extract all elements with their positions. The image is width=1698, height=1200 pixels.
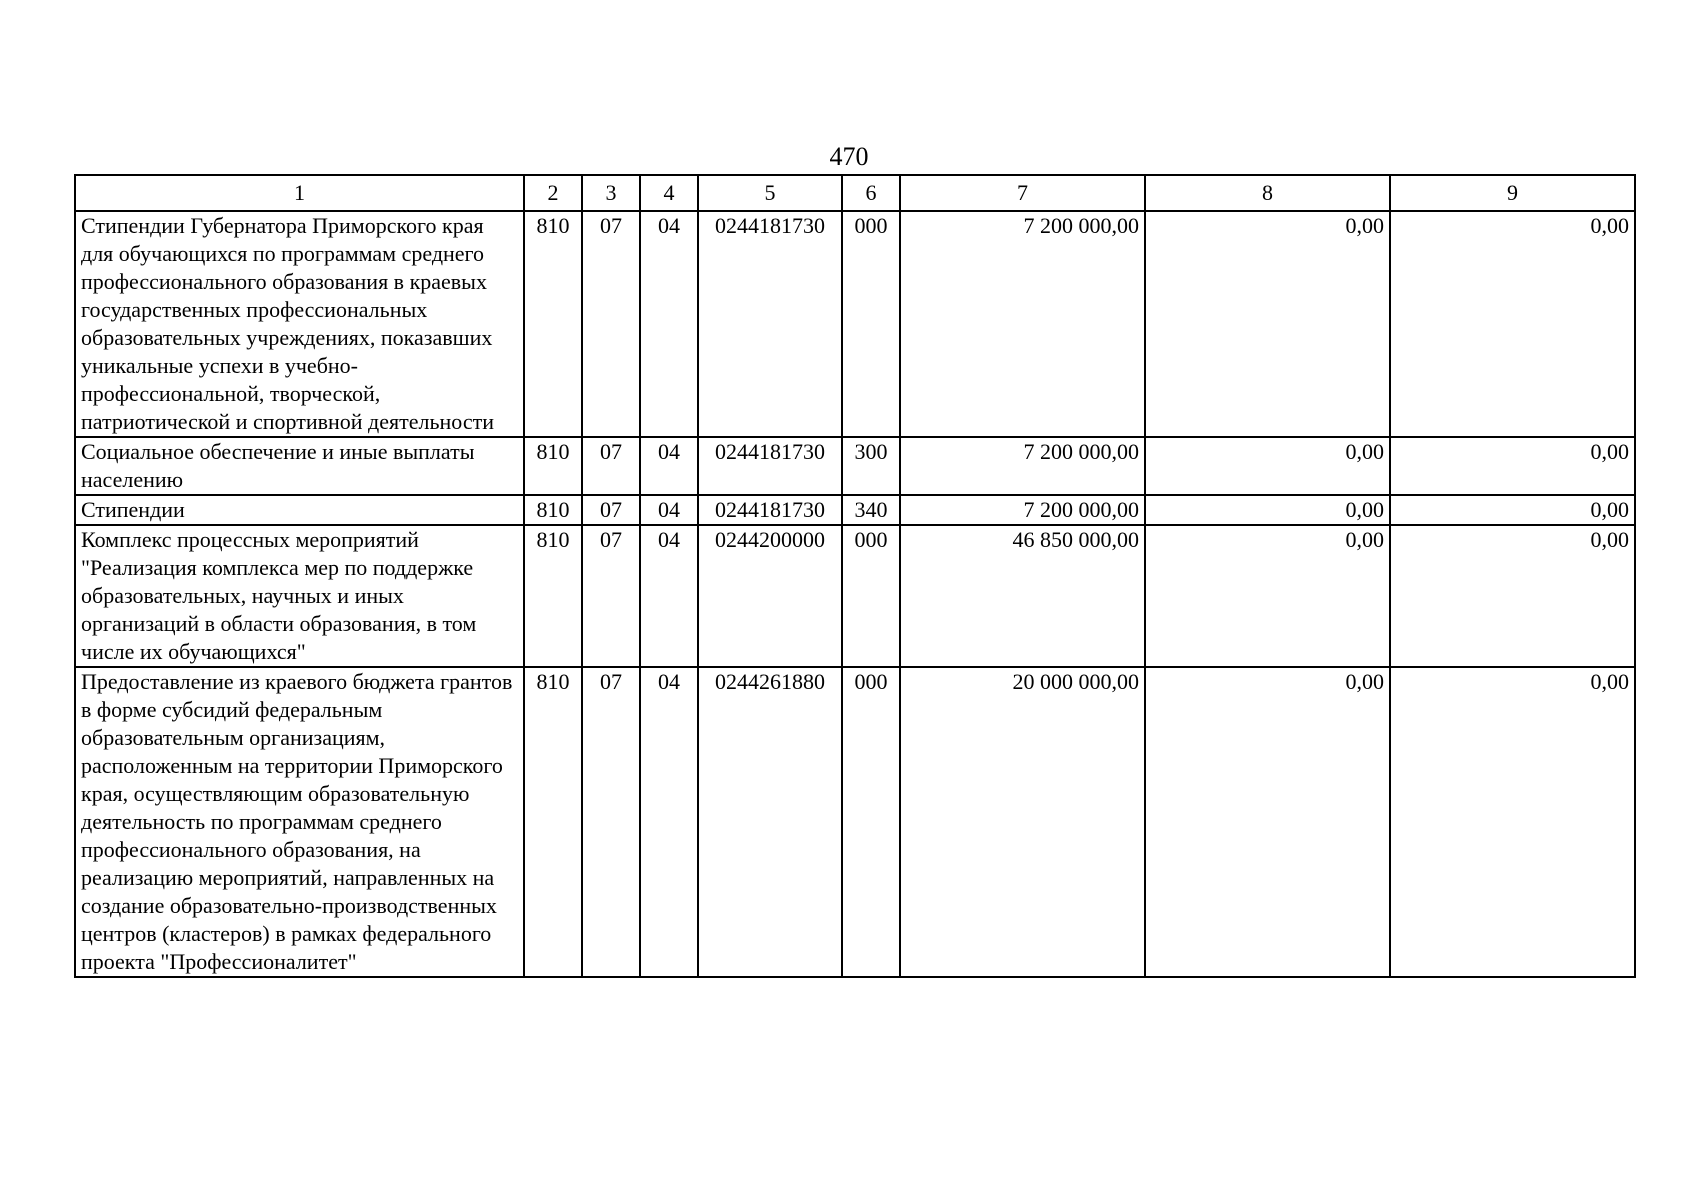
column-number-header xyxy=(75,175,1635,211)
ministry-code: 810 xyxy=(524,667,582,977)
row-description: Стипендии Губернатора Приморского края для обучающихся по программам среднего профессионального образования в краевых государственных профессиональных образовательных учреждениях, показавших уникальные успехи в учебно-профессиональной, творческой, патриотической и спортивной деятельности xyxy=(75,211,524,437)
col-header-7: 7 xyxy=(900,175,1145,211)
amount-col-9: 0,00 xyxy=(1390,495,1635,525)
col-header-9: 9 xyxy=(1390,175,1635,211)
table-row xyxy=(75,525,1635,667)
expense-type-code: 340 xyxy=(842,495,900,525)
target-article-code: 0244261880 xyxy=(698,667,842,977)
subsection-code: 04 xyxy=(640,495,698,525)
section-code: 07 xyxy=(582,437,640,495)
target-article-code: 0244200000 xyxy=(698,525,842,667)
target-article-code: 0244181730 xyxy=(698,495,842,525)
col-header-3: 3 xyxy=(582,175,640,211)
budget-table xyxy=(74,174,1636,978)
ministry-code: 810 xyxy=(524,437,582,495)
col-header-2: 2 xyxy=(524,175,582,211)
amount-col-7: 7 200 000,00 xyxy=(900,437,1145,495)
section-code: 07 xyxy=(582,525,640,667)
amount-col-7: 46 850 000,00 xyxy=(900,525,1145,667)
ministry-code: 810 xyxy=(524,211,582,437)
expense-type-code: 000 xyxy=(842,525,900,667)
amount-col-8: 0,00 xyxy=(1145,437,1390,495)
col-header-8: 8 xyxy=(1145,175,1390,211)
row-description: Социальное обеспечение и иные выплаты населению xyxy=(75,437,524,495)
subsection-code: 04 xyxy=(640,437,698,495)
amount-col-8: 0,00 xyxy=(1145,495,1390,525)
amount-col-9: 0,00 xyxy=(1390,667,1635,977)
amount-col-9: 0,00 xyxy=(1390,525,1635,667)
section-code: 07 xyxy=(582,495,640,525)
amount-col-7: 7 200 000,00 xyxy=(900,495,1145,525)
row-description: Стипендии xyxy=(75,495,524,525)
col-header-4: 4 xyxy=(640,175,698,211)
subsection-code: 04 xyxy=(640,667,698,977)
amount-col-8: 0,00 xyxy=(1145,211,1390,437)
amount-col-7: 20 000 000,00 xyxy=(900,667,1145,977)
section-code: 07 xyxy=(582,211,640,437)
subsection-code: 04 xyxy=(640,525,698,667)
table-row xyxy=(75,495,1635,525)
col-header-1: 1 xyxy=(75,175,524,211)
expense-type-code: 000 xyxy=(842,211,900,437)
header-row xyxy=(75,175,1635,211)
table-row xyxy=(75,437,1635,495)
col-header-5: 5 xyxy=(698,175,842,211)
row-description: Предоставление из краевого бюджета грантов в форме субсидий федеральным образовательным организациям, расположенным на территории Приморского края, осуществляющим образовательную деятельность по программам среднего профессионального образования, на реализацию мероприятий, направленных на создание образовательно-производственных центров (кластеров) в рамках федерального проекта "Профессионалитет" xyxy=(75,667,524,977)
table-row xyxy=(75,667,1635,977)
target-article-code: 0244181730 xyxy=(698,211,842,437)
table-row xyxy=(75,211,1635,437)
page-number: 470 xyxy=(829,142,869,171)
amount-col-8: 0,00 xyxy=(1145,667,1390,977)
ministry-code: 810 xyxy=(524,495,582,525)
ministry-code: 810 xyxy=(524,525,582,667)
amount-col-9: 0,00 xyxy=(1390,211,1635,437)
col-header-6: 6 xyxy=(842,175,900,211)
target-article-code: 0244181730 xyxy=(698,437,842,495)
subsection-code: 04 xyxy=(640,211,698,437)
expense-type-code: 000 xyxy=(842,667,900,977)
amount-col-9: 0,00 xyxy=(1390,437,1635,495)
expense-type-code: 300 xyxy=(842,437,900,495)
amount-col-7: 7 200 000,00 xyxy=(900,211,1145,437)
row-description: Комплекс процессных мероприятий "Реализация комплекса мер по поддержке образовательных, научных и иных организаций в области образования, в том числе их обучающихся" xyxy=(75,525,524,667)
amount-col-8: 0,00 xyxy=(1145,525,1390,667)
section-code: 07 xyxy=(582,667,640,977)
